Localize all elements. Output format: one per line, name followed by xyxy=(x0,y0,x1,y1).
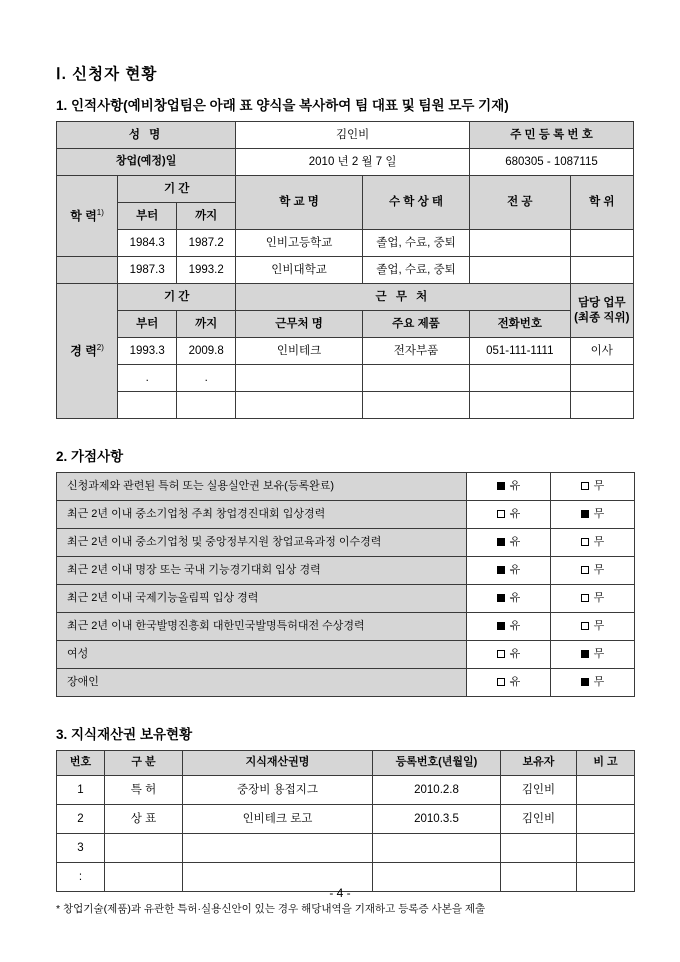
bonus-item-label: 최근 2년 이내 한국발명진흥회 대한민국발명특허대전 수상경력 xyxy=(57,613,467,641)
bonus-heading: 2. 가점사항 xyxy=(56,449,124,464)
label-duty-line1: 담당 업무 xyxy=(577,297,626,310)
ip-cell: 2010.2.8 xyxy=(373,776,501,805)
table-row xyxy=(57,529,635,557)
career-to-0: 2009.8 xyxy=(177,338,236,365)
education-from-1: 1987.3 xyxy=(118,257,177,284)
checkbox-icon[interactable] xyxy=(497,538,505,546)
bonus-option-yes[interactable] xyxy=(467,641,551,669)
bonus-item-label: 최근 2년 이내 국제기능올림픽 입상 경력 xyxy=(57,585,467,613)
bonus-no-label: 무 xyxy=(593,675,605,688)
table-row xyxy=(57,776,635,805)
ip-cell: 2 xyxy=(57,805,105,834)
ip-cell: 인비테크 로고 xyxy=(183,805,373,834)
education-status-0: 졸업, 수료, 중퇴 xyxy=(362,230,469,257)
checkbox-icon[interactable] xyxy=(581,482,589,490)
checkbox-icon[interactable] xyxy=(497,678,505,686)
label-ssn: 주 민 등 록 번 호 xyxy=(470,122,634,149)
bonus-option-no[interactable] xyxy=(551,501,635,529)
bonus-option-yes[interactable] xyxy=(467,557,551,585)
table-row xyxy=(57,585,635,613)
table-row xyxy=(57,805,635,834)
education-major-1 xyxy=(470,257,571,284)
education-degree-0 xyxy=(570,230,633,257)
label-period-career: 기 간 xyxy=(118,284,236,311)
table-row xyxy=(57,557,635,585)
career-product-1 xyxy=(362,365,469,392)
label-phone: 전화번호 xyxy=(470,311,571,338)
education-major-0 xyxy=(470,230,571,257)
bonus-item-label: 최근 2년 이내 중소기업청 및 중앙정부지원 창업교육과정 이수경력 xyxy=(57,529,467,557)
ip-cell xyxy=(183,834,373,863)
career-company-2 xyxy=(236,392,363,419)
ip-cell xyxy=(577,805,635,834)
label-name: 성 명 xyxy=(57,122,236,149)
career-from-2 xyxy=(118,392,177,419)
bonus-yes-label: 유 xyxy=(509,647,521,660)
label-career: 경 력 xyxy=(70,343,97,358)
bonus-option-yes[interactable] xyxy=(467,613,551,641)
bonus-block xyxy=(56,445,634,697)
bonus-no-label: 무 xyxy=(593,507,605,520)
career-from-0: 1993.3 xyxy=(118,338,177,365)
ip-cell: 2010.3.5 xyxy=(373,805,501,834)
table-row xyxy=(57,149,634,176)
bonus-option-no[interactable] xyxy=(551,613,635,641)
bonus-option-no[interactable] xyxy=(551,529,635,557)
label-product: 주요 제품 xyxy=(362,311,469,338)
career-phone-2 xyxy=(470,392,571,419)
table-row xyxy=(57,669,635,697)
career-to-2 xyxy=(177,392,236,419)
checkbox-icon[interactable] xyxy=(581,678,589,686)
label-from-career: 부터 xyxy=(118,311,177,338)
label-company: 근무처 명 xyxy=(236,311,363,338)
table-row xyxy=(57,365,634,392)
table-row xyxy=(57,122,634,149)
career-product-2 xyxy=(362,392,469,419)
ip-column-header: 보유자 xyxy=(501,751,577,776)
ip-heading: 3. 지식재산권 보유현황 xyxy=(56,727,193,742)
label-status: 수 학 상 태 xyxy=(362,176,469,230)
ip-cell xyxy=(577,834,635,863)
ip-cell: : xyxy=(57,863,105,892)
bonus-item-label: 최근 2년 이내 명장 또는 국내 기능경기대회 입상 경력 xyxy=(57,557,467,585)
table-row xyxy=(57,338,634,365)
table-row xyxy=(57,641,635,669)
bonus-yes-label: 유 xyxy=(509,479,521,492)
bonus-item-label: 신청과제와 관련된 특허 또는 실용실안권 보유(등록완료) xyxy=(57,473,467,501)
checkbox-icon[interactable] xyxy=(581,538,589,546)
table-header-row xyxy=(57,751,635,776)
label-from: 부터 xyxy=(118,203,177,230)
table-row xyxy=(57,230,634,257)
checkbox-icon[interactable] xyxy=(497,622,505,630)
label-workplace: 근 무 처 xyxy=(236,284,570,311)
ip-cell: 1 xyxy=(57,776,105,805)
bonus-no-label: 무 xyxy=(593,591,605,604)
label-career-cell xyxy=(57,284,118,419)
ip-cell xyxy=(105,834,183,863)
bonus-table xyxy=(56,472,635,697)
bonus-option-no[interactable] xyxy=(551,557,635,585)
education-school-0: 인비고등학교 xyxy=(236,230,363,257)
bonus-item-label: 여성 xyxy=(57,641,467,669)
bonus-option-no[interactable] xyxy=(551,641,635,669)
checkbox-icon[interactable] xyxy=(497,650,505,658)
checkbox-icon[interactable] xyxy=(497,566,505,574)
career-duty-1 xyxy=(570,365,633,392)
career-product-0: 전자부품 xyxy=(362,338,469,365)
ip-cell: 상 표 xyxy=(105,805,183,834)
checkbox-icon[interactable] xyxy=(497,510,505,518)
education-from-0: 1984.3 xyxy=(118,230,177,257)
bonus-yes-label: 유 xyxy=(509,507,521,520)
ip-cell xyxy=(501,834,577,863)
bonus-item-label: 장애인 xyxy=(57,669,467,697)
bonus-item-label: 최근 2년 이내 중소기업청 주최 창업경진대회 입상경력 xyxy=(57,501,467,529)
page-number: - 4 - xyxy=(329,886,351,900)
label-school: 학 교 명 xyxy=(236,176,363,230)
bonus-yes-label: 유 xyxy=(509,591,521,604)
education-to-0: 1987.2 xyxy=(177,230,236,257)
bonus-yes-label: 유 xyxy=(509,563,521,576)
education-spacer xyxy=(57,257,118,284)
ip-footnote: * 창업기술(제품)과 유관한 특허·실용신안이 있는 경우 해당내역을 기재하고 등록증 사본을 제출 xyxy=(56,903,486,915)
page-title: Ⅰ. 신청자 현황 xyxy=(56,66,158,83)
table-row xyxy=(57,284,634,311)
table-row xyxy=(57,257,634,284)
education-school-1: 인비대학교 xyxy=(236,257,363,284)
ip-table xyxy=(56,750,635,892)
bonus-yes-label: 유 xyxy=(509,619,521,632)
career-to-1: . xyxy=(177,365,236,392)
bonus-yes-label: 유 xyxy=(509,675,521,688)
bonus-no-label: 무 xyxy=(593,647,605,660)
ip-cell: 김인비 xyxy=(501,805,577,834)
bonus-option-yes[interactable] xyxy=(467,585,551,613)
label-to: 까지 xyxy=(177,203,236,230)
ip-cell: 김인비 xyxy=(501,776,577,805)
education-footnote-marker: 1) xyxy=(96,207,104,217)
education-status-1: 졸업, 수료, 중퇴 xyxy=(362,257,469,284)
career-phone-0: 051-111-1111 xyxy=(470,338,571,365)
career-company-1 xyxy=(236,365,363,392)
label-to-career: 까지 xyxy=(177,311,236,338)
bonus-option-no[interactable] xyxy=(551,473,635,501)
table-row xyxy=(57,473,635,501)
career-company-0: 인비테크 xyxy=(236,338,363,365)
value-name: 김인비 xyxy=(236,122,470,149)
career-from-1: . xyxy=(118,365,177,392)
label-period: 기 간 xyxy=(118,176,236,203)
career-phone-1 xyxy=(470,365,571,392)
bonus-option-yes[interactable] xyxy=(467,669,551,697)
bonus-no-label: 무 xyxy=(593,535,605,548)
checkbox-icon[interactable] xyxy=(581,622,589,630)
checkbox-icon[interactable] xyxy=(581,650,589,658)
label-education: 학 력 xyxy=(70,208,97,223)
table-row xyxy=(57,834,635,863)
table-row xyxy=(57,613,635,641)
bonus-no-label: 무 xyxy=(593,479,605,492)
ip-column-header: 등록번호(년월일) xyxy=(373,751,501,776)
value-ssn: 680305 - 1087115 xyxy=(470,149,634,176)
personal-info-heading: 1. 인적사항(예비창업팀은 아래 표 양식을 복사하여 팀 대표 및 팀원 모두 기재) xyxy=(56,98,509,113)
checkbox-icon[interactable] xyxy=(581,566,589,574)
career-duty-2 xyxy=(570,392,633,419)
label-degree: 학 위 xyxy=(570,176,633,230)
career-footnote-marker: 2) xyxy=(96,342,104,352)
checkbox-icon[interactable] xyxy=(497,482,505,490)
table-row xyxy=(57,392,634,419)
label-education-cell xyxy=(57,176,118,257)
ip-cell: 중장비 용접지그 xyxy=(183,776,373,805)
label-duty-line2: (최종 직위) xyxy=(574,311,630,324)
ip-cell xyxy=(577,776,635,805)
career-duty-0: 이사 xyxy=(570,338,633,365)
label-major: 전 공 xyxy=(470,176,571,230)
checkbox-icon[interactable] xyxy=(581,510,589,518)
ip-column-header: 번호 xyxy=(57,751,105,776)
ip-cell xyxy=(373,834,501,863)
table-row xyxy=(57,501,635,529)
ip-column-header: 비 고 xyxy=(577,751,635,776)
education-degree-1 xyxy=(570,257,633,284)
table-row xyxy=(57,311,634,338)
ip-cell: 3 xyxy=(57,834,105,863)
ip-column-header: 구 분 xyxy=(105,751,183,776)
ip-cell: 특 허 xyxy=(105,776,183,805)
table-row xyxy=(57,176,634,203)
bonus-option-yes[interactable] xyxy=(467,529,551,557)
personal-info-table xyxy=(56,121,634,419)
bonus-option-yes[interactable] xyxy=(467,473,551,501)
bonus-option-no[interactable] xyxy=(551,669,635,697)
label-founding-date: 창업(예정)일 xyxy=(57,149,236,176)
value-founding-date: 2010 년 2 월 7 일 xyxy=(236,149,470,176)
personal-info-block xyxy=(56,94,634,419)
ip-column-header: 지식재산권명 xyxy=(183,751,373,776)
bonus-option-no[interactable] xyxy=(551,585,635,613)
education-to-1: 1993.2 xyxy=(177,257,236,284)
bonus-yes-label: 유 xyxy=(509,535,521,548)
bonus-no-label: 무 xyxy=(593,563,605,576)
bonus-no-label: 무 xyxy=(593,619,605,632)
checkbox-icon[interactable] xyxy=(497,594,505,602)
checkbox-icon[interactable] xyxy=(581,594,589,602)
bonus-option-yes[interactable] xyxy=(467,501,551,529)
label-duty xyxy=(570,284,633,338)
